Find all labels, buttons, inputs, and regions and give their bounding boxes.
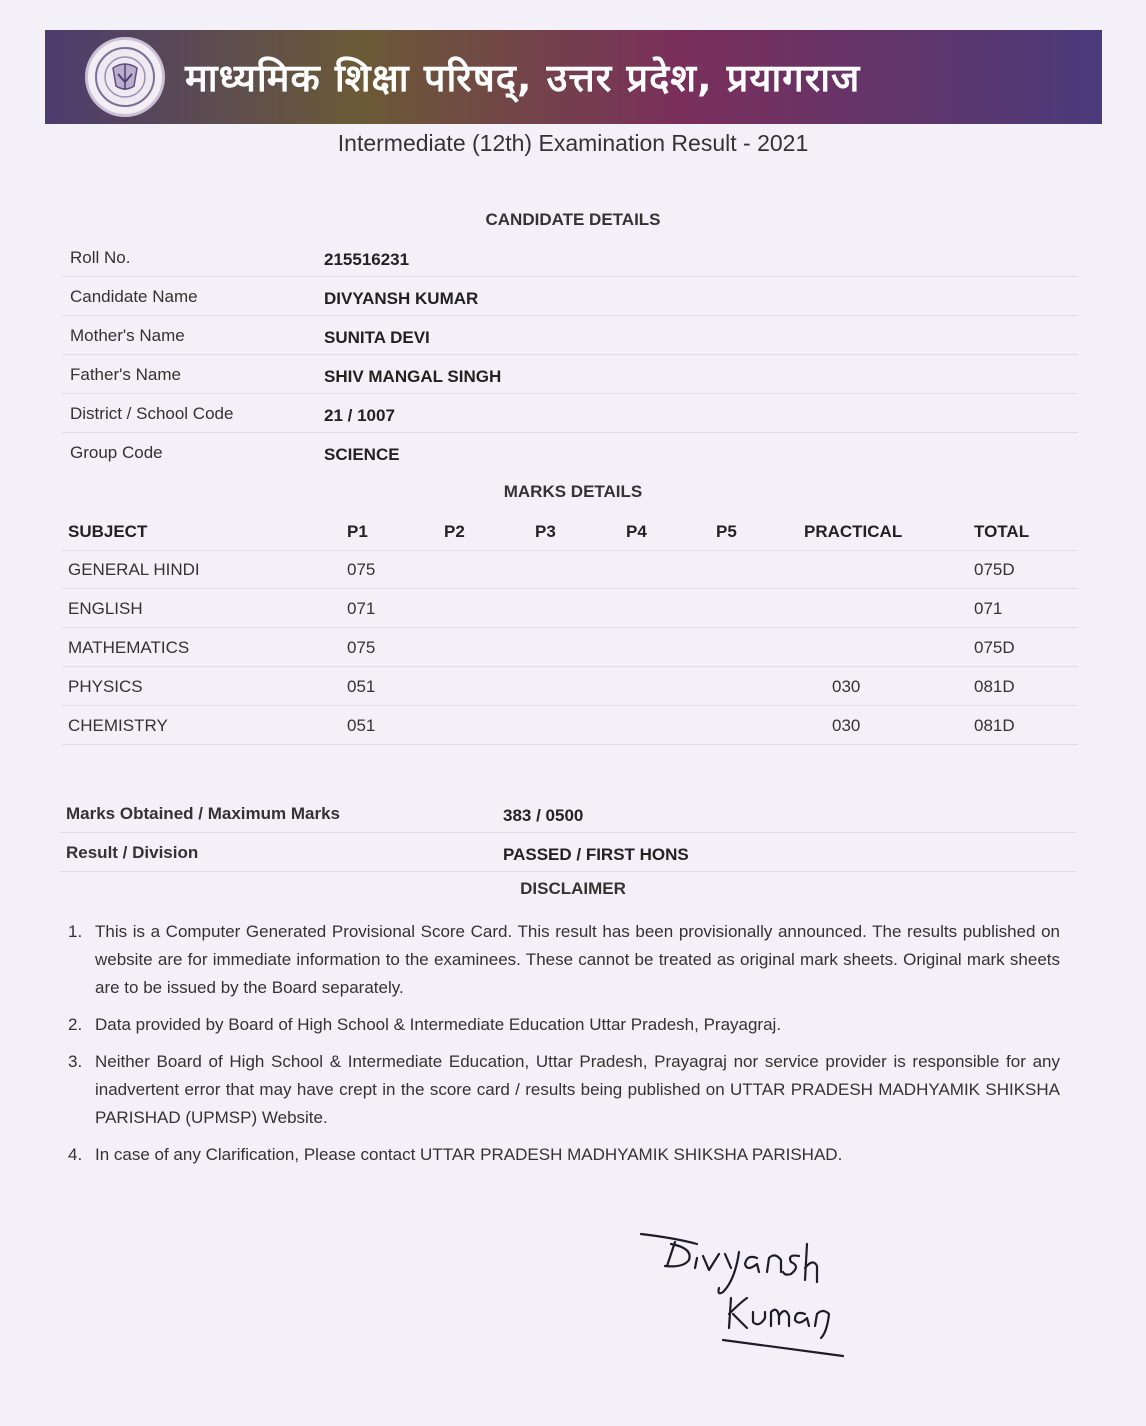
- candidate-details-heading: CANDIDATE DETAILS: [485, 210, 661, 229]
- school-code-value: 21 / 1007: [324, 406, 395, 425]
- marks-obtained-label: Marks Obtained / Maximum Marks: [66, 804, 340, 823]
- table-row: [62, 706, 1078, 745]
- disclaimer-number: 4.: [68, 1145, 83, 1164]
- subject-name: CHEMISTRY: [68, 716, 168, 735]
- practical-mark: 030: [832, 716, 861, 735]
- mother-name-value: SUNITA DEVI: [324, 328, 430, 347]
- p3-column-header: P3: [535, 522, 556, 541]
- candidate-name-row: [62, 277, 1078, 316]
- p5-column-header: P5: [716, 522, 737, 541]
- disclaimer-number: 2.: [68, 1015, 83, 1034]
- total-mark: 075D: [974, 560, 1015, 579]
- total-mark: 081D: [974, 716, 1015, 735]
- group-code-value: SCIENCE: [324, 445, 400, 464]
- table-row: [62, 667, 1078, 706]
- p2-column-header: P2: [444, 522, 465, 541]
- total-mark: 081D: [974, 677, 1015, 696]
- subject-column-header: SUBJECT: [68, 522, 148, 541]
- father-name-value: SHIV MANGAL SINGH: [324, 367, 502, 386]
- p1-mark: 051: [347, 677, 376, 696]
- result-label: Result / Division: [66, 843, 199, 862]
- table-row: [62, 589, 1078, 628]
- header-banner: [45, 30, 1102, 124]
- board-name: माध्यमिक शिक्षा परिषद्, उत्तर प्रदेश, प्रयागराज: [185, 56, 861, 100]
- disclaimer-text: Data provided by Board of High School & Intermediate Education Uttar Pradesh, Prayagraj.: [95, 1015, 782, 1034]
- result-row: [60, 833, 1076, 872]
- disclaimer-item: [68, 1048, 1060, 1132]
- p1-mark: 075: [347, 638, 376, 657]
- board-logo-icon: [85, 37, 165, 117]
- disclaimer-number: 1.: [68, 922, 83, 941]
- disclaimer-heading: DISCLAIMER: [520, 879, 626, 898]
- total-mark: 075D: [974, 638, 1015, 657]
- disclaimer-item: [68, 918, 1060, 1002]
- mother-name-row: [62, 316, 1078, 355]
- total-column-header: TOTAL: [974, 522, 1030, 541]
- practical-mark: 030: [832, 677, 861, 696]
- disclaimer-number: 3.: [68, 1052, 83, 1071]
- subject-name: MATHEMATICS: [68, 638, 190, 657]
- signature: [635, 1222, 855, 1362]
- disclaimer-item: [68, 1011, 1060, 1039]
- exam-title: Intermediate (12th) Examination Result - 2021: [337, 130, 809, 156]
- roll-number-value: 215516231: [324, 250, 410, 269]
- group-code-label: Group Code: [70, 443, 163, 462]
- practical-column-header: PRACTICAL: [804, 522, 903, 541]
- subject-name: GENERAL HINDI: [68, 560, 200, 579]
- father-name-row: [62, 355, 1078, 394]
- group-code-row: [62, 433, 1078, 471]
- father-name-label: Father's Name: [70, 365, 181, 384]
- disclaimer-text: This is a Computer Generated Provisional Score Card. This result has been provisionally announced. The results published on website are for immediate information to the examinees. These cannot be treated as original mark sheets. Original mark sheets are to be issued by the Board separately.: [95, 922, 1060, 997]
- p1-mark: 071: [347, 599, 376, 618]
- disclaimer-text: In case of any Clarification, Please contact UTTAR PRADESH MADHYAMIK SHIKSHA PARISHAD.: [95, 1145, 843, 1164]
- marks-header-row: [62, 512, 1078, 551]
- disclaimer-list: [68, 918, 1060, 1178]
- school-code-label: District / School Code: [70, 404, 234, 423]
- p1-mark: 051: [347, 716, 376, 735]
- roll-number-row: [62, 238, 1078, 277]
- school-code-row: [62, 394, 1078, 433]
- p1-mark: 075: [347, 560, 376, 579]
- candidate-name-value: DIVYANSH KUMAR: [324, 289, 479, 308]
- marks-summary-row: [60, 794, 1076, 833]
- table-row: [62, 550, 1078, 589]
- marks-obtained-value: 383 / 0500: [503, 806, 584, 825]
- disclaimer-text: Neither Board of High School & Intermediate Education, Uttar Pradesh, Prayagraj nor service provider is responsible for any inadvertent error that may have crept in the score card / results being published on UTTAR PRADESH MADHYAMIK SHIKSHA PARISHAD (UPMSP) Website.: [95, 1052, 1060, 1127]
- table-row: [62, 628, 1078, 667]
- p4-column-header: P4: [626, 522, 647, 541]
- subject-name: ENGLISH: [68, 599, 143, 618]
- result-value: PASSED / FIRST HONS: [503, 845, 689, 864]
- roll-number-label: Roll No.: [70, 248, 131, 267]
- candidate-name-label: Candidate Name: [70, 287, 198, 306]
- p1-column-header: P1: [347, 522, 368, 541]
- mother-name-label: Mother's Name: [70, 326, 185, 345]
- disclaimer-item: [68, 1141, 1060, 1169]
- total-mark: 071: [974, 599, 1003, 618]
- marks-details-heading: MARKS DETAILS: [503, 482, 643, 501]
- subject-name: PHYSICS: [68, 677, 143, 696]
